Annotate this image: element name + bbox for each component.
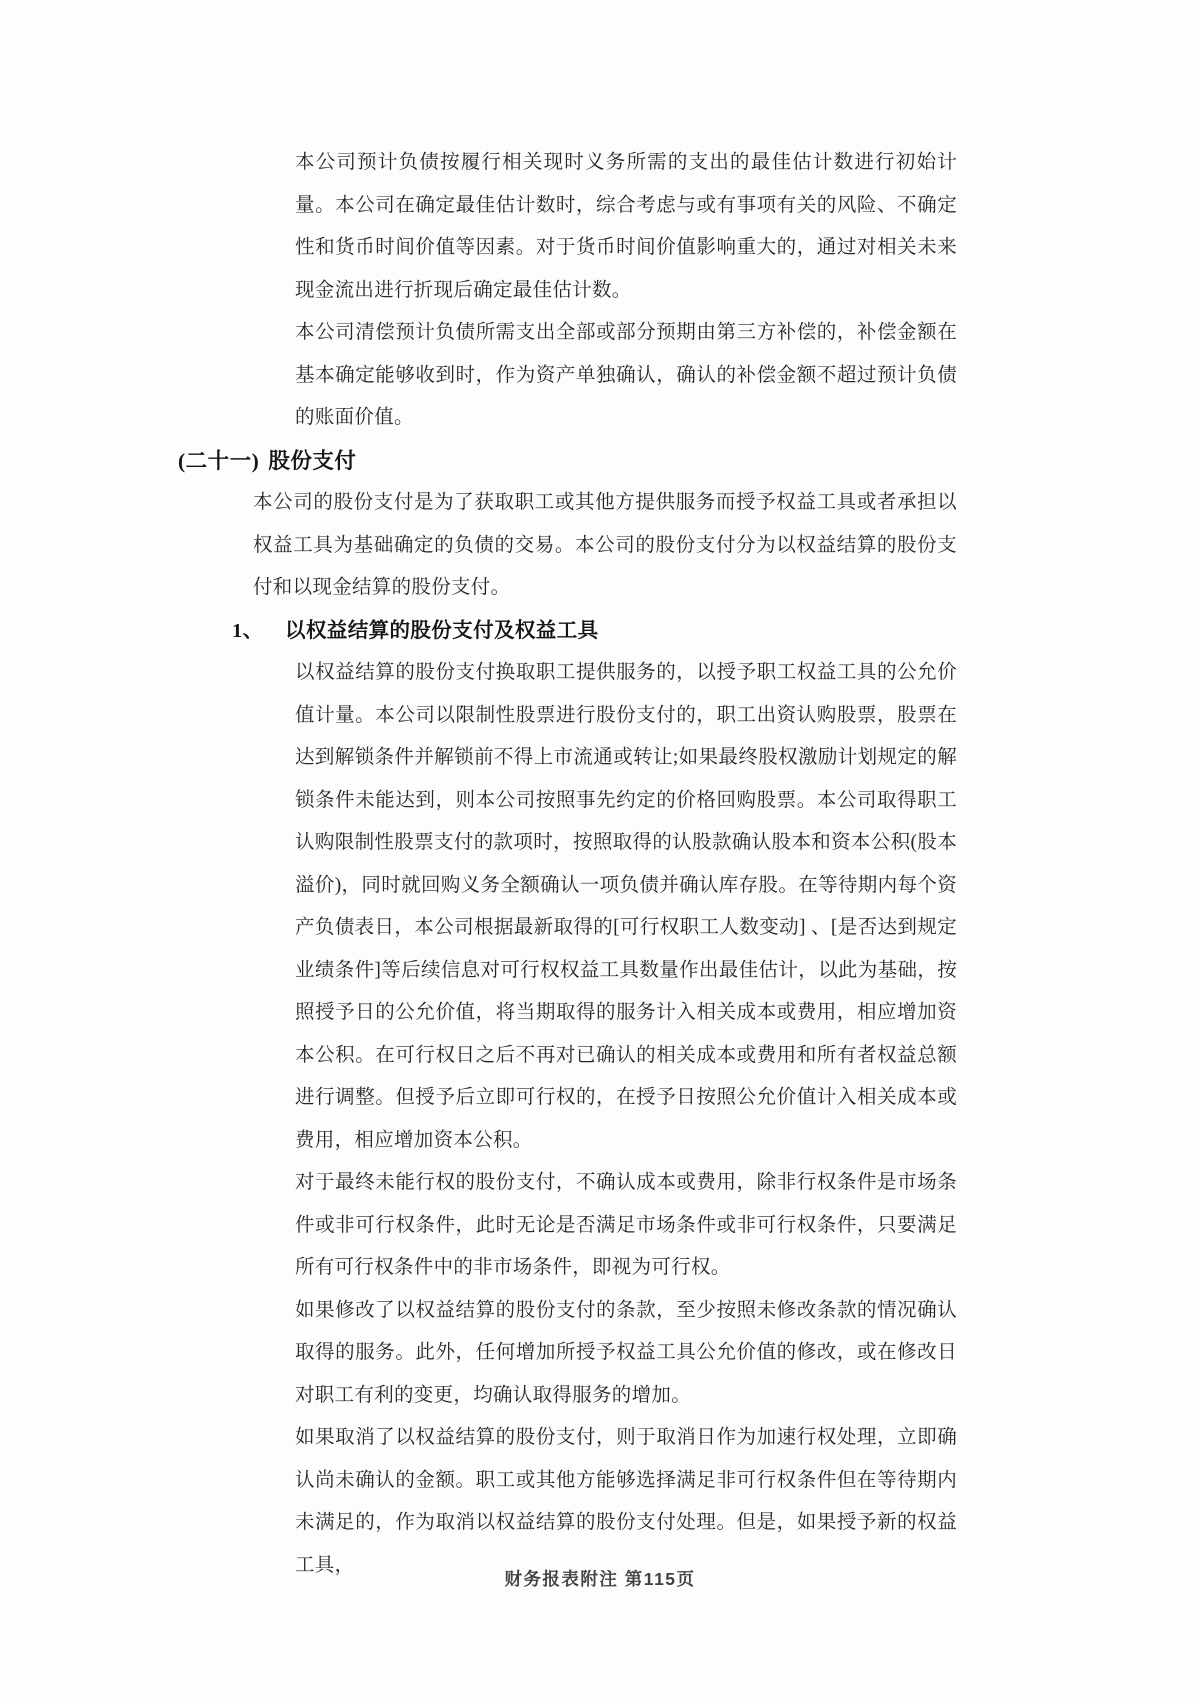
subsection-heading bbox=[232, 610, 1200, 653]
section-number: (二十一) bbox=[178, 448, 260, 473]
intro-paragraph-2: 本公司清偿预计负债所需支出全部或部分预期由第三方补偿的，补偿金额在基本确定能够收到时，作为资产单独确认，确认的补偿金额不超过预计负债的账面价值。 bbox=[295, 322, 957, 428]
section-title: 股份支付 bbox=[268, 448, 357, 473]
subsection-number: 1、 bbox=[232, 619, 264, 642]
section-intro-paragraph: 本公司的股份支付是为了获取职工或其他方提供服务而授予权益工具或者承担以权益工具为基础确定的负债的交易。本公司的股份支付分为以权益结算的股份支付和以现金结算的股份支付。 bbox=[253, 492, 957, 598]
body-paragraph-3: 如果修改了以权益结算的股份支付的条款，至少按照未修改条款的情况确认取得的服务。此外，任何增加所授予权益工具公允价值的修改，或在修改日对职工有利的变更，均确认取得服务的增加。 bbox=[295, 1299, 957, 1406]
intro-paragraph-1: 本公司预计负债按履行相关现时义务所需的支出的最佳估计数进行初始计量。本公司在确定最佳估计数时，综合考虑与或有事项有关的风险、不确定性和货币时间价值等因素。对于货币时间价值影响重大的，通过对相关未来现金流出进行折现后确定最佳估计数。 bbox=[295, 152, 957, 301]
subsection-title: 以权益结算的股份支付及权益工具 bbox=[285, 619, 599, 642]
body-paragraph-1: 以权益结算的股份支付换取职工提供服务的，以授予职工权益工具的公允价值计量。本公司以限制性股票进行股份支付的，职工出资认购股票，股票在达到解锁条件并解锁前不得上市流通或转让;如果最终股权激励计划规定的解锁条件未能达到，则本公司按照事先约定的价格回购股票。本公司取得职工认购限制性股票支付的款项时，按照取得的认股款确认股本和资本公积(股本溢价)，同时就回购义务全额确认一项负债并确认库存股。在等待期内每个资产负债表日，本公司根据最新取得的[可行权职工人数变动] 、[是否达到规定业绩条件]等后续信息对可行权权益工具数量作出最佳估计，以此为基础，按照授予日的公允价值，将当期取得的服务计入相关成本或费用，相应增加资本公积。在可行权日之后不再对已确认的相关成本或费用和所有者权益总额进行调整。但授予后立即可行权的，在授予日按照公允价值计入相关成本或费用，相应增加资本公积。 bbox=[295, 662, 957, 1151]
page-footer: 财务报表附注 第115页 bbox=[504, 1569, 696, 1589]
body-paragraph-2: 对于最终未能行权的股份支付，不确认成本或费用，除非行权条件是市场条件或非可行权条件，此时无论是否满足市场条件或非可行权条件，只要满足所有可行权条件中的非市场条件，即视为可行权。 bbox=[295, 1172, 957, 1278]
document-body bbox=[0, 142, 1200, 1587]
section-heading bbox=[178, 440, 1200, 483]
body-paragraph-4: 如果取消了以权益结算的股份支付，则于取消日作为加速行权处理，立即确认尚未确认的金额。职工或其他方能够选择满足非可行权条件但在等待期内未满足的，作为取消以权益结算的股份支付处理。但是，如果授予新的权益工具， bbox=[295, 1427, 957, 1576]
